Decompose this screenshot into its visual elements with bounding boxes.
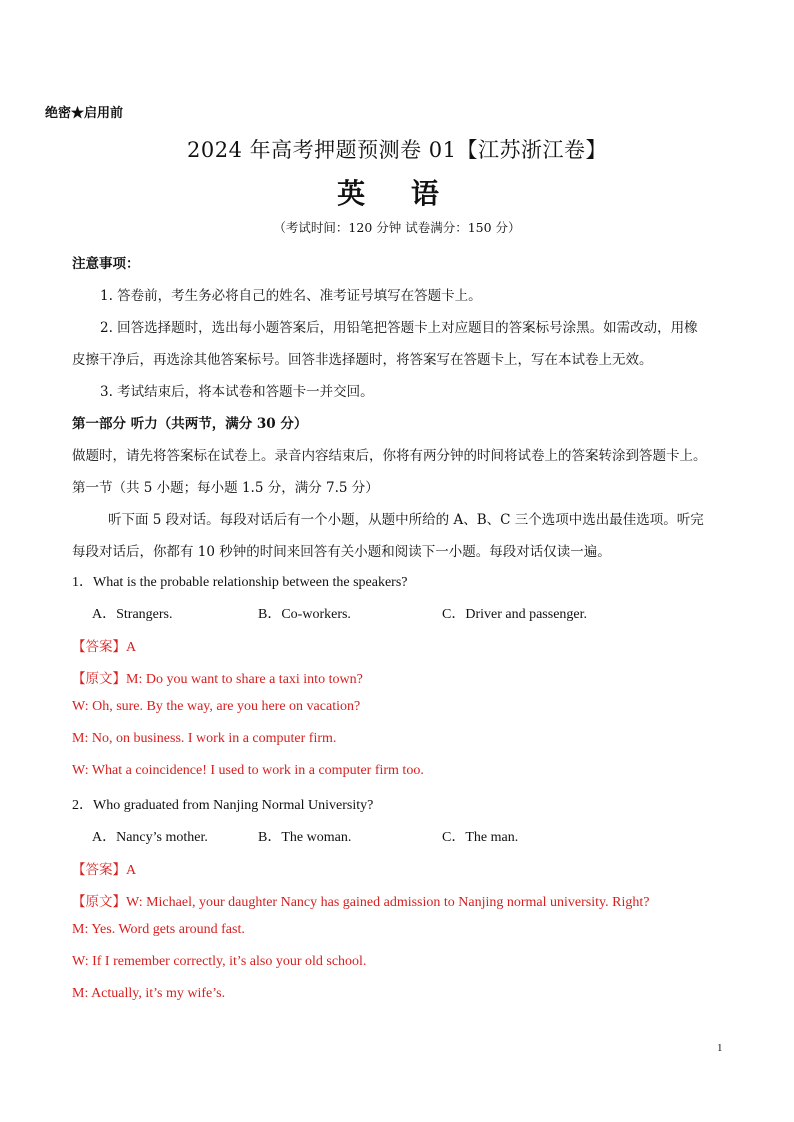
note-item-2-line-2: 皮擦干净后，再选涂其他答案标号。回答非选择题时，将答案写在答题卡上，写在本试卷上无效。 <box>72 352 653 368</box>
question-2-transcript-line-2: M: Yes. Word gets around fast. <box>72 922 245 937</box>
question-1-stem: 1．What is the probable relationship between the speakers? <box>72 575 408 590</box>
note-item-2-line-1: 2. 回答选择题时，选出每小题答案后，用铅笔把答题卡上对应题目的答案标号涂黑。如需改动，用橡 <box>100 320 698 336</box>
question-1-transcript-line-2: W: Oh, sure. By the way, are you here on vacation? <box>72 699 361 714</box>
question-1-answer <box>72 635 136 656</box>
question-1-transcript-line-3: M: No, on business. I work in a computer firm. <box>72 731 337 746</box>
answer-label: 【答案】 <box>72 639 126 655</box>
question-2-option-a: A．Nancy’s mother. <box>92 830 208 845</box>
question-1-transcript-line-1 <box>72 667 363 688</box>
answer-value: A <box>126 863 137 878</box>
part1-instruction: 做题时，请先将答案标在试卷上。录音内容结束后，你将有两分钟的时间将试卷上的答案转涂到答题卡上。 <box>72 448 707 464</box>
question-2-option-b: B．The woman. <box>258 830 352 845</box>
transcript-text: M: Do you want to share a taxi into town? <box>126 672 363 687</box>
section1-instruction-line-1: 听下面 5 段对话。每段对话后有一个小题，从题中所给的 A、B、C 三个选项中选出最佳选项。听完 <box>108 512 704 528</box>
question-2-stem: 2．Who graduated from Nanjing Normal University? <box>72 798 374 813</box>
page-number: 1 <box>717 1042 723 1054</box>
exam-time-info: （考试时间：120 分钟 试卷满分：150 分） <box>273 220 521 235</box>
transcript-label: 【原文】 <box>72 894 126 910</box>
secret-label: 绝密★启用前 <box>45 106 124 121</box>
question-2-transcript-line-1 <box>72 890 649 911</box>
section1-instruction-line-2: 每段对话后，你都有 10 秒钟的时间来回答有关小题和阅读下一小题。每段对话仅读一遍。 <box>72 544 611 560</box>
part1-heading: 第一部分 听力（共两节，满分 30 分） <box>72 416 308 432</box>
exam-title: 2024 年高考押题预测卷 01【江苏浙江卷】 <box>186 138 607 162</box>
notes-heading: 注意事项： <box>72 256 140 272</box>
subject-title: 英 语 <box>337 177 457 210</box>
section1-heading: 第一节（共 5 小题；每小题 1.5 分，满分 7.5 分） <box>72 480 379 496</box>
question-1-option-b: B．Co-workers. <box>258 607 351 622</box>
question-1-transcript-line-4: W: What a coincidence! I used to work in a computer firm too. <box>72 763 424 778</box>
note-item-3: 3. 考试结束后，将本试卷和答题卡一并交回。 <box>100 384 374 400</box>
question-2-answer <box>72 858 136 879</box>
question-2-option-c: C．The man. <box>442 830 519 845</box>
question-1-option-a: A．Strangers. <box>92 607 173 622</box>
transcript-text: W: Michael, your daughter Nancy has gained admission to Nanjing normal university. Right? <box>126 895 650 910</box>
question-1-option-c: C．Driver and passenger. <box>442 607 588 622</box>
question-2-transcript-line-3: W: If I remember correctly, it’s also your old school. <box>72 954 367 969</box>
answer-value: A <box>126 640 137 655</box>
question-2-transcript-line-4: M: Actually, it’s my wife’s. <box>72 986 226 1001</box>
answer-label: 【答案】 <box>72 862 126 878</box>
note-item-1: 1. 答卷前，考生务必将自己的姓名、准考证号填写在答题卡上。 <box>100 288 482 304</box>
transcript-label: 【原文】 <box>72 671 126 687</box>
